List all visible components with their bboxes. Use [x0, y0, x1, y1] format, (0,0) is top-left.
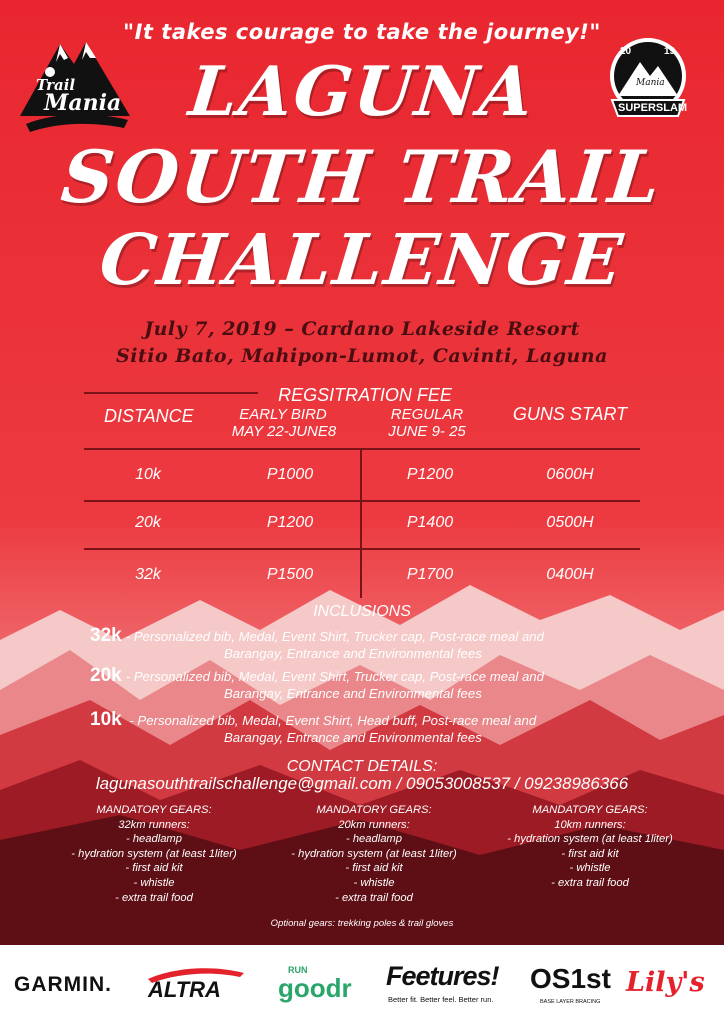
- logo-left-line2: Mania: [44, 90, 122, 116]
- gear-line: - whistle: [133, 876, 175, 889]
- title-line2: SOUTH TRAIL: [57, 134, 667, 219]
- gear-line: - first aid kit: [561, 847, 619, 860]
- inclusion-32k-km: 32k: [90, 625, 122, 646]
- sponsor-bar: [0, 945, 724, 1024]
- gears-10k: [470, 803, 710, 891]
- row3-distance: 32k: [135, 566, 161, 583]
- optional-gears: Optional gears: trekking poles & trail gloves: [270, 918, 454, 929]
- inclusion-10k: [90, 711, 670, 746]
- gear-line: - headlamp: [126, 833, 182, 846]
- logo-right-name: SUPERSLAM: [618, 102, 688, 114]
- header-regular-dates: JUNE 9- 25: [388, 423, 466, 440]
- gear-line: - headlamp: [346, 833, 402, 846]
- inclusion-20k-line1: - Personalized bib, Medal, Event Shirt, Trucker cap, Post-race meal and: [125, 669, 544, 684]
- logo-right-script: Mania: [636, 78, 665, 88]
- header-guns-start: GUNS START: [512, 404, 628, 424]
- gears-32k: [34, 803, 274, 905]
- row2-early: P1200: [266, 514, 314, 531]
- row3-early: P1500: [266, 566, 314, 583]
- row2-regular: P1400: [406, 514, 454, 531]
- title-line3: CHALLENGE: [96, 218, 628, 301]
- inclusion-10k-line2: Barangay, Entrance and Environmental fees: [224, 730, 482, 745]
- event-date-venue: July 7, 2019 – Cardano Lakeside Resort: [144, 318, 580, 340]
- inclusion-20k: [90, 667, 670, 702]
- logo-right-year-left: 20: [620, 46, 632, 57]
- gear-line: 10km runners:: [554, 818, 626, 831]
- header-regular: REGULAR: [390, 406, 464, 423]
- tagline: "It takes courage to take the journey!": [123, 20, 601, 44]
- logo-left-line1: Trail: [36, 76, 76, 94]
- row3-regular: P1700: [406, 566, 454, 583]
- row1-distance: 10k: [135, 466, 161, 483]
- lilys-logo: Lily's: [626, 967, 705, 998]
- gears-20k: [254, 803, 494, 905]
- title-line1: LAGUNA: [185, 52, 539, 132]
- row1-early: P1000: [266, 466, 314, 483]
- altra-text: ALTRA: [148, 977, 221, 1002]
- logo-right-year-right: 19: [664, 46, 676, 57]
- header-early-bird-dates: MAY 22-JUNE8: [231, 423, 337, 440]
- contact-title: CONTACT DETAILS:: [286, 758, 438, 775]
- inclusion-32k-line1: - Personalized bib, Medal, Event Shirt, Trucker cap, Post-race meal and: [125, 629, 544, 644]
- gear-line: - hydration system (at least 1liter): [507, 833, 673, 846]
- contact-details[interactable]: lagunasouthtrailschallenge@gmail.com / 09053008537 / 09238986366: [95, 774, 629, 793]
- feetures-logo: Feetures!: [386, 961, 499, 991]
- gear-line: - hydration system (at least 1liter): [71, 847, 237, 860]
- inclusion-20k-km: 20k: [90, 665, 122, 686]
- gear-line: - whistle: [569, 862, 611, 875]
- os1st-tagline: BASE LAYER BRACING: [540, 999, 601, 1005]
- header-registration-fee: REGSITRATION FEE: [278, 385, 452, 405]
- inclusions-title: INCLUSIONS: [313, 603, 411, 620]
- gear-line: - whistle: [353, 876, 395, 889]
- gear-line: - extra trail food: [115, 891, 193, 904]
- os1st-logo: OS1st: [530, 963, 611, 994]
- inclusion-20k-line2: Barangay, Entrance and Environmental fees: [224, 686, 482, 701]
- inclusion-32k: [90, 627, 670, 662]
- gear-line: 20km runners:: [338, 818, 410, 831]
- garmin-logo: GARMIN.: [14, 973, 112, 996]
- goodr-logo: goodr: [278, 973, 352, 1003]
- event-address: Sitio Bato, Mahipon-Lumot, Cavinti, Laguna: [116, 345, 608, 367]
- goodr-small: RUN: [288, 965, 308, 975]
- header-distance: DISTANCE: [104, 406, 194, 426]
- gear-line: MANDATORY GEARS:: [532, 804, 648, 816]
- gear-line: MANDATORY GEARS:: [96, 804, 212, 816]
- row2-distance: 20k: [135, 514, 161, 531]
- gear-line: - extra trail food: [551, 876, 629, 889]
- header-early-bird: EARLY BIRD: [239, 406, 327, 423]
- gear-line: - hydration system (at least 1liter): [291, 847, 457, 860]
- gear-line: - first aid kit: [125, 862, 183, 875]
- inclusion-32k-line2: Barangay, Entrance and Environmental fees: [224, 646, 482, 661]
- gear-line: MANDATORY GEARS:: [316, 804, 432, 816]
- feetures-tagline: Better fit. Better feel. Better run.: [388, 995, 494, 1004]
- row1-regular: P1200: [406, 466, 454, 483]
- gear-line: - first aid kit: [345, 862, 403, 875]
- gear-line: 32km runners:: [118, 818, 190, 831]
- row3-start: 0400H: [546, 566, 594, 583]
- row2-start: 0500H: [546, 514, 594, 531]
- inclusion-10k-line1: - Personalized bib, Medal, Event Shirt, Head buff, Post-race meal and: [125, 713, 537, 728]
- gear-line: - extra trail food: [335, 891, 413, 904]
- row1-start: 0600H: [546, 466, 594, 483]
- inclusion-10k-km: 10k: [90, 709, 122, 730]
- altra-logo: [144, 961, 248, 1001]
